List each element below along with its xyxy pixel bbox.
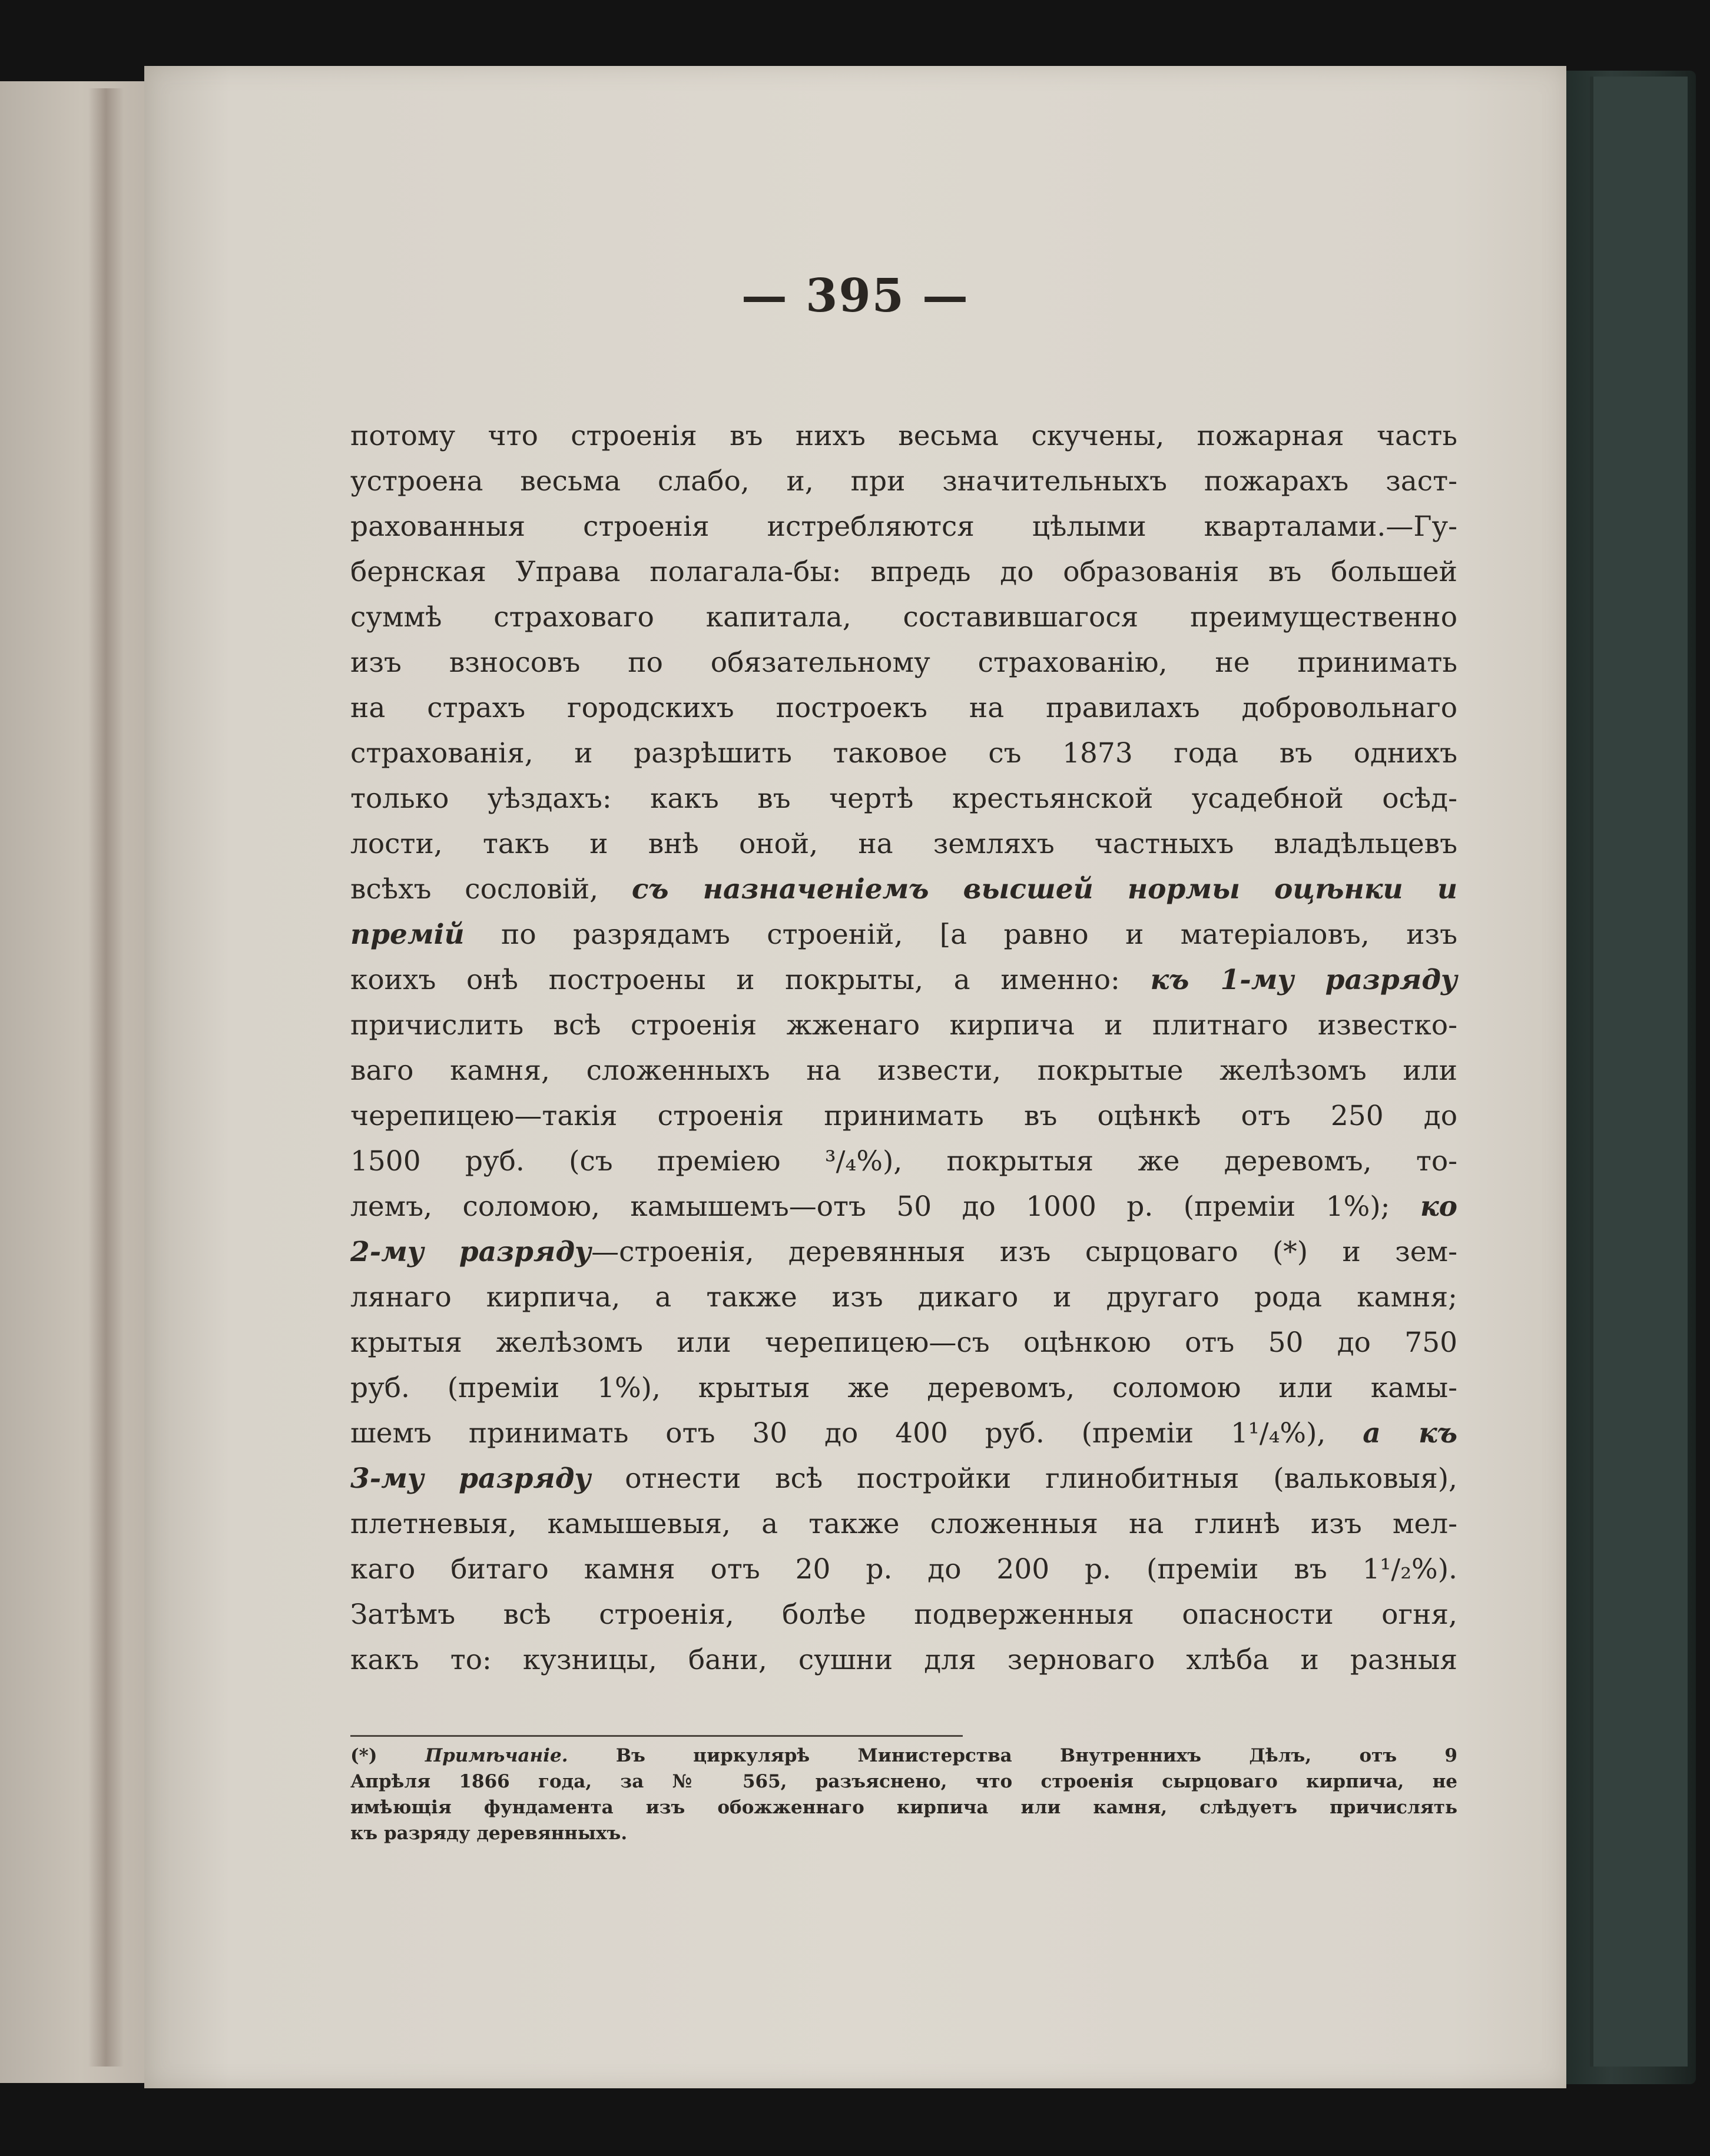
text-line: причислить всѣ строенія жженаго кирпича и плитнаго известко- — [350, 1009, 1457, 1041]
text-line: страхованія, и разрѣшить таковое съ 1873 года въ однихъ — [350, 737, 1457, 769]
text-line — [350, 957, 1457, 1003]
page-shadow — [88, 88, 124, 2067]
italic-run: къ 1-му разряду — [1150, 964, 1457, 996]
text-line — [350, 1456, 1457, 1501]
text-line: рахованныя строенія истребляются цѣлыми кварталами.—Гу- — [350, 510, 1457, 543]
italic-run: 3-му разряду — [350, 1462, 591, 1495]
footnote-rule — [350, 1735, 963, 1737]
text-run: Въ циркулярѣ Министерства Внутреннихъ Дѣлъ, отъ 9 — [568, 1745, 1458, 1766]
text-line: Затѣмъ всѣ строенія, болѣе подверженныя опасности огня, — [350, 1598, 1457, 1631]
left-page-edge — [0, 81, 147, 2083]
page-number: — 395 — — [741, 269, 970, 323]
footnote-line: Апрѣля 1866 года, за № 565, разъяснено, что строенія сырцоваго кирпича, не — [350, 1771, 1457, 1792]
text-line: каго битаго камня отъ 20 р. до 200 р. (преміи въ 1¹/₂%). — [350, 1553, 1457, 1586]
text-run: (*) — [350, 1745, 425, 1766]
text-line: только уѣздахъ: какъ въ чертѣ крестьянской усадебной осѣд- — [350, 782, 1457, 815]
text-run: лемъ, соломою, камышемъ—отъ 50 до 1000 р. (преміи 1%); — [350, 1190, 1420, 1223]
text-line: устроена весьма слабо, и, при значительныхъ пожарахъ заст- — [350, 465, 1457, 497]
footnote-line: къ разряду деревянныхъ. — [350, 1823, 628, 1844]
text-line — [350, 1229, 1457, 1275]
text-line — [350, 1184, 1457, 1229]
text-line: какъ то: кузницы, бани, сушни для зерноваго хлѣба и разныя — [350, 1644, 1457, 1676]
text-line: изъ взносовъ по обязательному страхованію, не принимать — [350, 646, 1457, 679]
italic-run: Примѣчаніе. — [425, 1745, 568, 1766]
text-run: коихъ онѣ построены и покрыты, а именно: — [350, 964, 1151, 996]
text-line: лости, такъ и внѣ оной, на земляхъ частныхъ владѣльцевъ — [350, 828, 1457, 860]
book-page — [144, 66, 1566, 2088]
text-run: отнести всѣ постройки глинобитныя (вальковыя), — [591, 1462, 1457, 1495]
italic-run: ко — [1420, 1190, 1457, 1223]
text-line — [350, 1411, 1457, 1456]
text-run: шемъ принимать отъ 30 до 400 руб. (преміи 1¹/₄%), — [350, 1417, 1363, 1450]
book-cover — [1590, 77, 1688, 2067]
text-line: плетневыя, камышевыя, а также сложенныя на глинѣ изъ мел- — [350, 1508, 1457, 1540]
text-line: бернская Управа полагала-бы: впредь до образованія въ большей — [350, 556, 1457, 588]
text-run: всѣхъ сословій, — [350, 873, 632, 905]
text-line: потому что строенія въ нихъ весьма скучены, пожарная часть — [350, 420, 1457, 452]
italic-run: 2-му разряду — [350, 1236, 592, 1268]
text-line: крытыя желѣзомъ или черепицею—съ оцѣнкою отъ 50 до 750 — [350, 1326, 1457, 1359]
text-line — [350, 867, 1457, 912]
italic-run: а къ — [1363, 1417, 1458, 1450]
text-line: ваго камня, сложенныхъ на извести, покрытые желѣзомъ или — [350, 1054, 1457, 1087]
text-line: на страхъ городскихъ построекъ на правилахъ добровольнаго — [350, 692, 1457, 724]
text-run: по разрядамъ строеній, [а равно и матеріаловъ, изъ — [464, 918, 1457, 951]
italic-run: премій — [350, 918, 465, 951]
text-line: 1500 руб. (съ преміею ³/₄%), покрытыя же деревомъ, то- — [350, 1145, 1457, 1177]
footnote-line — [350, 1743, 1457, 1769]
text-run: —строенія, деревянныя изъ сырцоваго (*) и зем- — [591, 1236, 1457, 1268]
text-line: руб. (преміи 1%), крытыя же деревомъ, соломою или камы- — [350, 1372, 1457, 1404]
body-text — [350, 413, 1457, 1683]
italic-run: съ назначеніемъ высшей нормы оцѣнки и — [631, 873, 1457, 905]
text-line — [350, 912, 1457, 957]
footnote — [350, 1743, 1457, 1846]
footnote-line: имѣющія фундамента изъ обожженнаго кирпича или камня, слѣдуетъ причислять — [350, 1797, 1457, 1818]
text-line: суммѣ страховаго капитала, составившагося преимущественно — [350, 601, 1457, 633]
text-line: лянаго кирпича, а также изъ дикаго и другаго рода камня; — [350, 1281, 1457, 1313]
text-line: черепицею—такія строенія принимать въ оцѣнкѣ отъ 250 до — [350, 1100, 1457, 1132]
